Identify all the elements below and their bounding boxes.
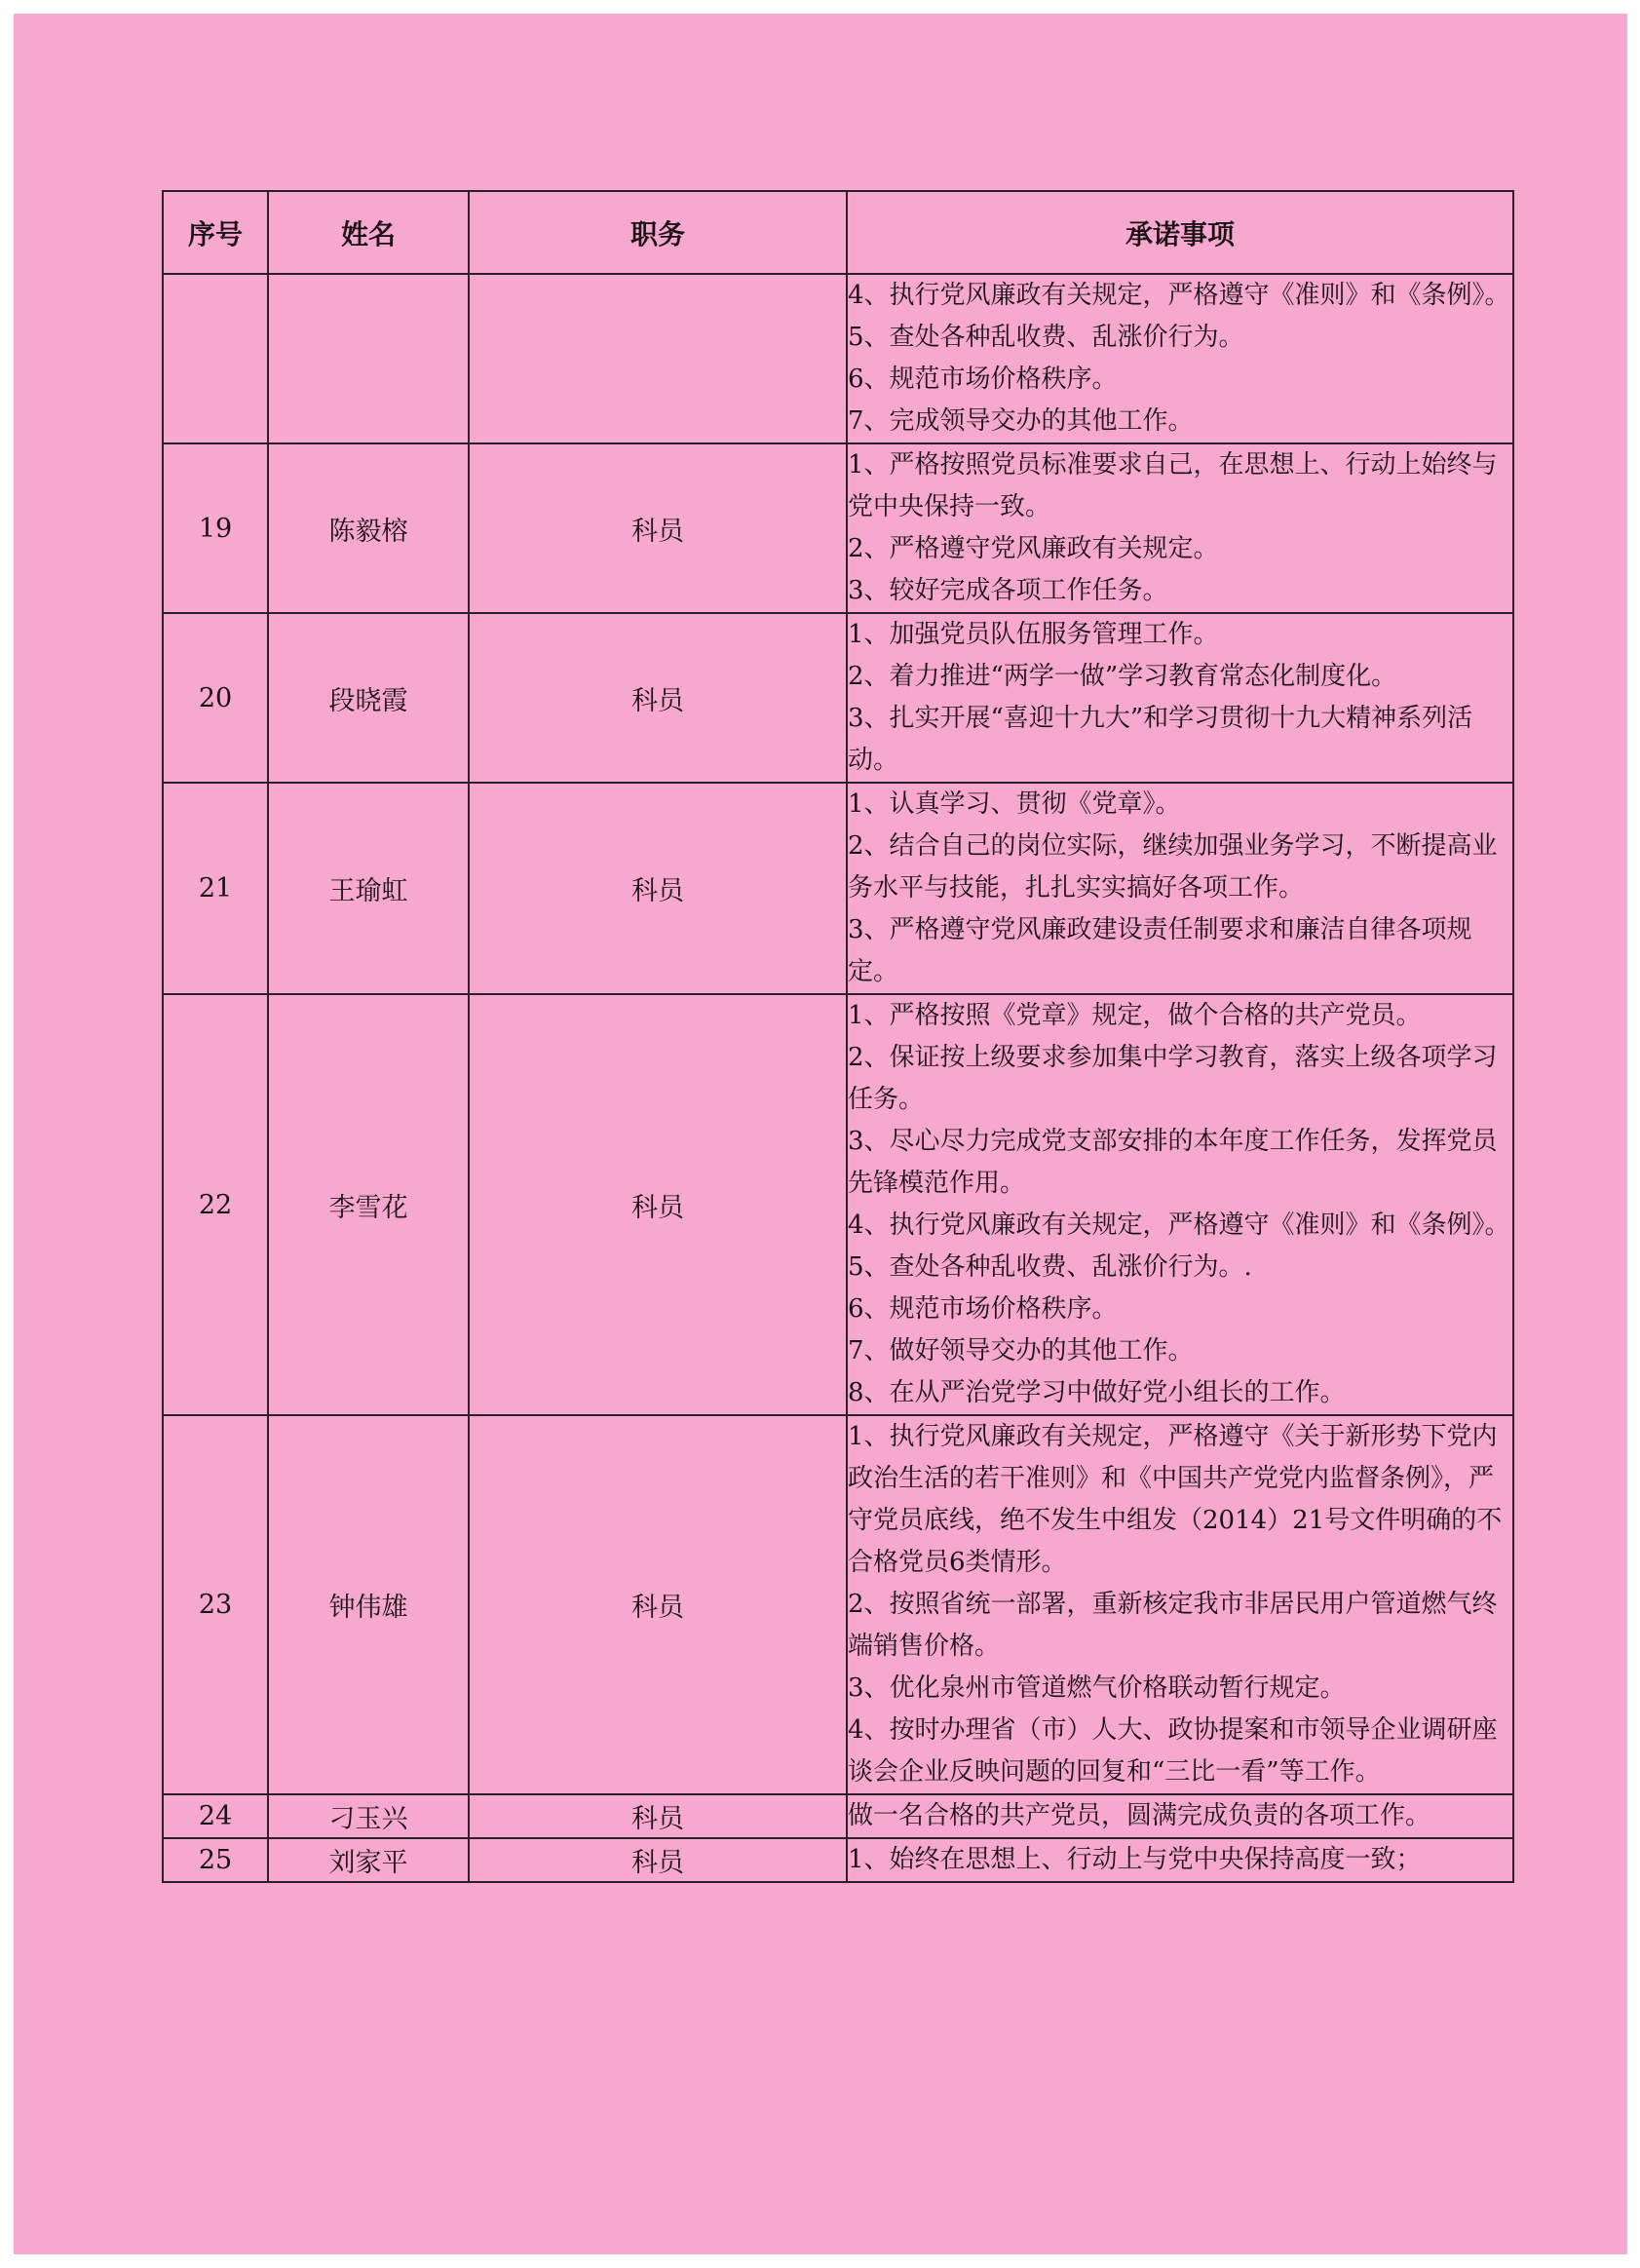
row-position: 科员 bbox=[469, 783, 847, 994]
commitment-item: 6、规范市场价格秩序。 bbox=[848, 365, 1118, 394]
row-serial-number: 22 bbox=[163, 994, 268, 1415]
row-position: 科员 bbox=[469, 1838, 847, 1882]
row-name: 刁玉兴 bbox=[268, 1794, 469, 1838]
row-serial-number bbox=[163, 274, 268, 443]
row-commitments bbox=[847, 274, 1513, 443]
row-position: 科员 bbox=[469, 994, 847, 1415]
row-position bbox=[469, 274, 847, 443]
commitment-item: 1、严格按照《党章》规定，做个合格的共产党员。 bbox=[848, 1001, 1422, 1030]
commitment-item: 1、执行党风廉政有关规定，严格遵守《关于新形势下党内政治生活的若干准则》和《中国共产党党内监督条例》，严守党员底线，绝不发生中组发（2014）21号文件明确的不合格党员6类情形。 bbox=[848, 1422, 1503, 1577]
table-row bbox=[163, 274, 1513, 443]
commitment-item: 1、始终在思想上、行动上与党中央保持高度一致； bbox=[848, 1845, 1422, 1874]
header-position: 职务 bbox=[469, 191, 847, 274]
table-body bbox=[163, 274, 1513, 1882]
row-name: 王瑜虹 bbox=[268, 783, 469, 994]
commitment-item: 6、规范市场价格秩序。 bbox=[848, 1294, 1118, 1324]
row-position: 科员 bbox=[469, 1794, 847, 1838]
commitment-item: 1、认真学习、贯彻《党章》。 bbox=[848, 789, 1181, 819]
row-name: 段晓霞 bbox=[268, 613, 469, 783]
row-commitments bbox=[847, 613, 1513, 783]
table-row bbox=[163, 613, 1513, 783]
document-page bbox=[14, 14, 1627, 2254]
row-serial-number: 21 bbox=[163, 783, 268, 994]
commitment-item: 4、执行党风廉政有关规定，严格遵守《准则》和《条例》。 bbox=[848, 281, 1510, 310]
row-serial-number: 19 bbox=[163, 443, 268, 613]
row-commitments bbox=[847, 1838, 1513, 1882]
commitment-item: 3、较好完成各项工作任务。 bbox=[848, 576, 1168, 605]
pledge-table bbox=[162, 190, 1514, 1883]
row-name bbox=[268, 274, 469, 443]
row-serial-number: 20 bbox=[163, 613, 268, 783]
row-position: 科员 bbox=[469, 443, 847, 613]
table-row bbox=[163, 1838, 1513, 1882]
commitment-item: 3、严格遵守党风廉政建设责任制要求和廉洁自律各项规定。 bbox=[848, 915, 1472, 986]
commitment-item: 3、尽心尽力完成党支部安排的本年度工作任务，发挥党员先锋模范作用。 bbox=[848, 1127, 1498, 1198]
row-name: 李雪花 bbox=[268, 994, 469, 1415]
table-row bbox=[163, 1794, 1513, 1838]
row-serial-number: 24 bbox=[163, 1794, 268, 1838]
commitment-item: 1、严格按照党员标准要求自己，在思想上、行动上始终与党中央保持一致。 bbox=[848, 450, 1498, 521]
commitment-item: 8、在从严治党学习中做好党小组长的工作。 bbox=[848, 1378, 1346, 1407]
row-commitments bbox=[847, 1415, 1513, 1794]
table-row bbox=[163, 443, 1513, 613]
commitment-item: 7、做好领导交办的其他工作。 bbox=[848, 1336, 1194, 1365]
commitment-item: 7、完成领导交办的其他工作。 bbox=[848, 406, 1194, 436]
commitment-item: 3、扎实开展“喜迎十九大”和学习贯彻十九大精神系列活动。 bbox=[848, 704, 1473, 775]
commitment-item: 5、查处各种乱收费、乱涨价行为。 bbox=[848, 323, 1244, 352]
row-serial-number: 25 bbox=[163, 1838, 268, 1882]
commitment-item: 2、保证按上级要求参加集中学习教育，落实上级各项学习任务。 bbox=[848, 1043, 1498, 1114]
row-commitments bbox=[847, 783, 1513, 994]
header-commitments: 承诺事项 bbox=[847, 191, 1513, 274]
commitment-item: 3、优化泉州市管道燃气价格联动暂行规定。 bbox=[848, 1673, 1346, 1703]
commitment-item: 4、执行党风廉政有关规定，严格遵守《准则》和《条例》。 bbox=[848, 1211, 1510, 1240]
row-position: 科员 bbox=[469, 613, 847, 783]
table-row bbox=[163, 994, 1513, 1415]
commitment-item: 2、着力推进“两学一做”学习教育常态化制度化。 bbox=[848, 662, 1397, 691]
row-commitments bbox=[847, 994, 1513, 1415]
row-position: 科员 bbox=[469, 1415, 847, 1794]
row-name: 陈毅榕 bbox=[268, 443, 469, 613]
commitment-item: 2、结合自己的岗位实际，继续加强业务学习，不断提高业务水平与技能，扎扎实实搞好各项工作。 bbox=[848, 831, 1498, 903]
header-serial-number: 序号 bbox=[163, 191, 268, 274]
row-name: 刘家平 bbox=[268, 1838, 469, 1882]
row-serial-number: 23 bbox=[163, 1415, 268, 1794]
commitment-item: 做一名合格的共产党员，圆满完成负责的各项工作。 bbox=[848, 1801, 1431, 1830]
commitment-item: 2、按照省统一部署，重新核定我市非居民用户管道燃气终端销售价格。 bbox=[848, 1590, 1498, 1661]
table-row bbox=[163, 783, 1513, 994]
table-row bbox=[163, 1415, 1513, 1794]
commitment-item: 2、严格遵守党风廉政有关规定。 bbox=[848, 534, 1219, 563]
row-commitments bbox=[847, 1794, 1513, 1838]
row-commitments bbox=[847, 443, 1513, 613]
row-name: 钟伟雄 bbox=[268, 1415, 469, 1794]
commitment-item: 5、查处各种乱收费、乱涨价行为。. bbox=[848, 1252, 1252, 1282]
commitment-item: 1、加强党员队伍服务管理工作。 bbox=[848, 620, 1219, 649]
table-header-row bbox=[163, 191, 1513, 274]
header-name: 姓名 bbox=[268, 191, 469, 274]
commitment-item: 4、按时办理省（市）人大、政协提案和市领导企业调研座谈会企业反映问题的回复和“三比一看”等工作。 bbox=[848, 1715, 1498, 1787]
